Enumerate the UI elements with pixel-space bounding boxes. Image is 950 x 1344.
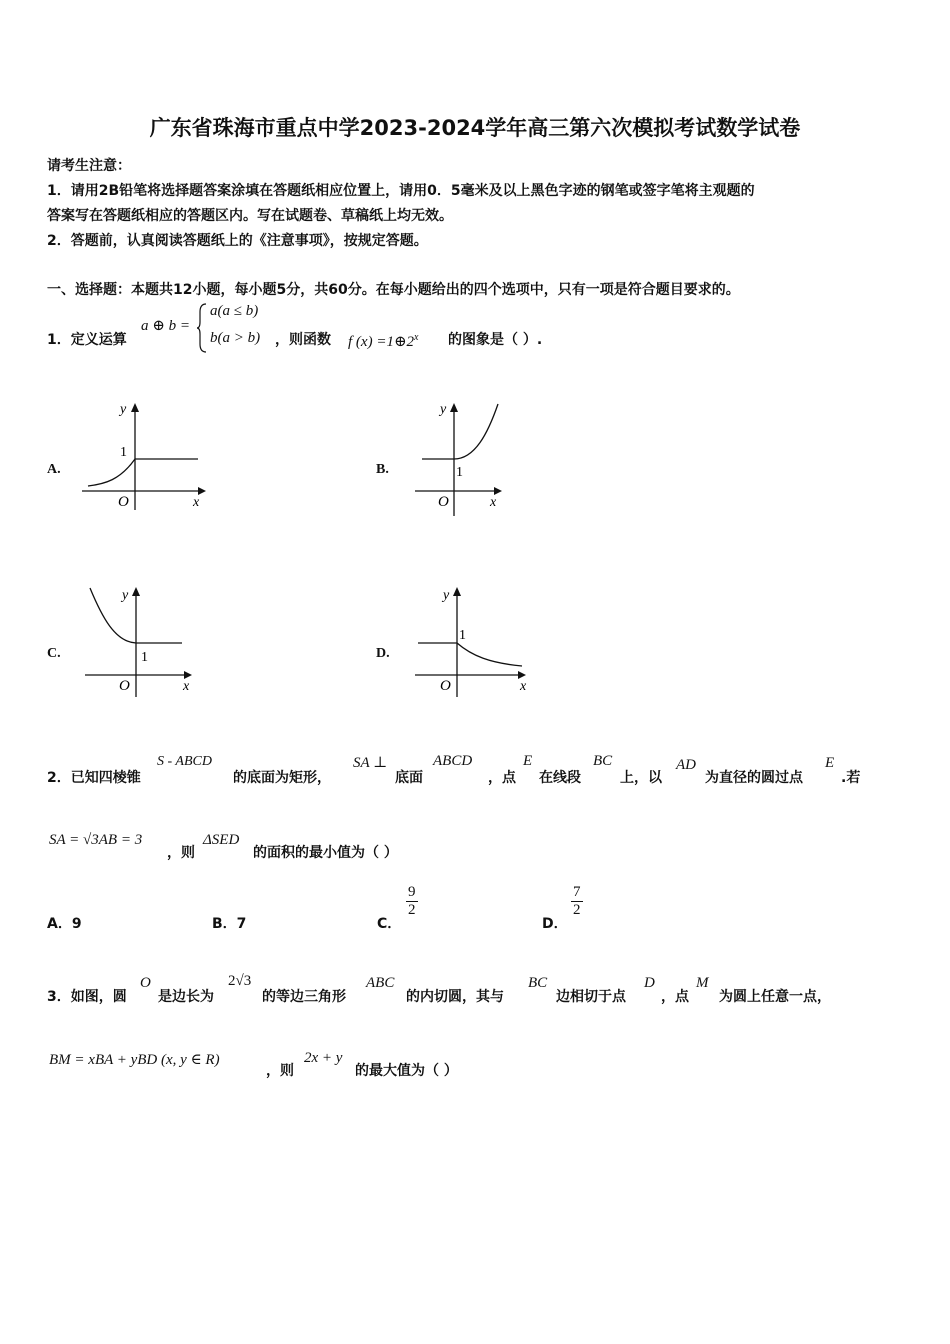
q1-case-1: a(a ≤ b)	[210, 303, 259, 319]
q2-option-d-fraction: $\frac{7}{2}$	[573, 884, 581, 918]
q3-point-d: D	[644, 975, 655, 991]
q2-prefix: 2．已知四棱锥	[47, 770, 141, 786]
origin-label: O	[118, 494, 129, 510]
curve	[454, 404, 498, 459]
q3-side-length: 2√3	[228, 973, 252, 989]
q1-brace	[196, 302, 208, 354]
q3-text-7: ，则	[266, 1063, 294, 1079]
q2-text-7: .若	[841, 770, 861, 786]
one-label: 1	[141, 650, 148, 665]
q1-option-c-graph	[80, 582, 200, 702]
y-label: y	[440, 402, 447, 417]
q2-ad: AD	[676, 757, 696, 773]
q3-point-m: M	[696, 975, 709, 991]
q2-option-c-fraction: $\frac{9}{2}$	[408, 884, 416, 918]
q1-op: a ⊕ b =	[141, 318, 190, 334]
q3-text-5: ，点	[661, 989, 689, 1005]
q3-text-1: 是边长为	[158, 989, 214, 1005]
q1-option-d-label: D.	[376, 646, 390, 661]
one-label: 1	[120, 445, 127, 460]
q2-text-3: ，点	[488, 770, 516, 786]
q3-bc: BC	[528, 975, 548, 991]
q2-option-d-label: D．	[542, 916, 568, 932]
q2-point-e2: E	[825, 755, 835, 771]
origin-label: O	[440, 678, 451, 694]
one-label: 1	[459, 628, 466, 643]
notice-heading: 请考生注意：	[47, 158, 131, 174]
q3-text-6: 为圆上任意一点，	[719, 989, 831, 1005]
y-label: y	[122, 588, 129, 603]
notice-line-2: 2．答题前，认真阅读答题纸上的《注意事项》，按规定答题。	[47, 233, 428, 249]
q2-condition: SA = √3AB = 3	[49, 832, 143, 848]
curve	[457, 643, 522, 666]
q2-option-a: A．9	[47, 916, 82, 932]
q2-text-1: 的底面为矩形，	[233, 770, 331, 786]
q2-text-4: 在线段	[539, 770, 581, 786]
q2-point-e: E	[523, 753, 533, 769]
q2-triangle: ΔSED	[203, 832, 240, 848]
origin-label: O	[119, 678, 130, 694]
origin-label: O	[438, 494, 449, 510]
q1-case-2: b(a > b)	[210, 330, 261, 346]
q1-option-c-label: C.	[47, 646, 61, 661]
q3-prefix: 3．如图，圆	[47, 989, 127, 1005]
q2-option-c-label: C．	[377, 916, 402, 932]
x-axis-arrow	[494, 487, 502, 495]
x-axis-arrow	[198, 487, 206, 495]
q3-equation: BM = xBA + yBD (x, y ∈ R)	[49, 1052, 220, 1068]
x-label: x	[520, 679, 527, 694]
y-axis-arrow	[450, 403, 458, 412]
q2-sa-perp: SA ⊥	[353, 755, 388, 771]
notice-line-1b: 答案写在答题纸相应的答题区内。写在试题卷、草稿纸上均无效。	[47, 208, 453, 224]
y-label: y	[443, 588, 450, 603]
q1-suffix: 的图象是（ ）.	[448, 332, 543, 348]
x-axis-arrow	[184, 671, 192, 679]
q2-option-b: B．7	[212, 916, 247, 932]
q3-abc: ABC	[366, 975, 395, 991]
q2-text-6: 为直径的圆过点	[705, 770, 803, 786]
q2-text-2: 底面	[395, 770, 423, 786]
q3-expression: 2x + y	[304, 1050, 343, 1066]
x-label: x	[490, 495, 497, 510]
y-axis-arrow	[453, 587, 461, 596]
y-label: y	[120, 402, 127, 417]
one-label: 1	[456, 465, 463, 480]
curve	[90, 588, 136, 643]
section-heading: 一、选择题：本题共12小题，每小题5分，共60分。在每小题给出的四个选项中，只有一项是符合题目要求的。	[47, 282, 740, 298]
q2-abcd: ABCD	[433, 753, 473, 769]
q1-mid: ，则函数	[275, 332, 331, 348]
q3-text-2: 的等边三角形	[262, 989, 346, 1005]
q2-bc: BC	[593, 753, 613, 769]
x-axis-arrow	[518, 671, 526, 679]
q1-option-a-graph	[80, 398, 210, 514]
q3-text-4: 边相切于点	[556, 989, 626, 1005]
x-label: x	[193, 495, 200, 510]
q2-text-5: 上，以	[620, 770, 662, 786]
q1-option-d-graph	[410, 582, 540, 702]
q2-text-9: 的面积的最小值为（ ）	[253, 845, 398, 861]
q1-option-b-graph	[410, 398, 510, 520]
q3-text-8: 的最大值为（ ）	[355, 1063, 458, 1079]
q3-circle-o: O	[140, 975, 151, 991]
q2-pyramid: S - ABCD	[157, 754, 212, 769]
y-axis-arrow	[131, 403, 139, 412]
q1-option-b-label: B.	[376, 462, 389, 477]
q2-text-8: ，则	[167, 845, 195, 861]
notice-line-1: 1．请用2B铅笔将选择题答案涂填在答题纸相应位置上，请用0．5毫米及以上黑色字迹的钢笔或签字笔将主观题的	[47, 183, 755, 199]
page-title: 广东省珠海市重点中学2023-2024学年高三第六次模拟考试数学试卷	[149, 116, 801, 140]
q1-option-a-label: A.	[47, 462, 61, 477]
q1-function: f $(x) =1\oplus 2^x$	[348, 332, 419, 350]
q1-prefix: 1．定义运算	[47, 332, 127, 348]
y-axis-arrow	[132, 587, 140, 596]
x-label: x	[183, 679, 190, 694]
curve	[88, 459, 135, 486]
q3-text-3: 的内切圆，其与	[406, 989, 504, 1005]
